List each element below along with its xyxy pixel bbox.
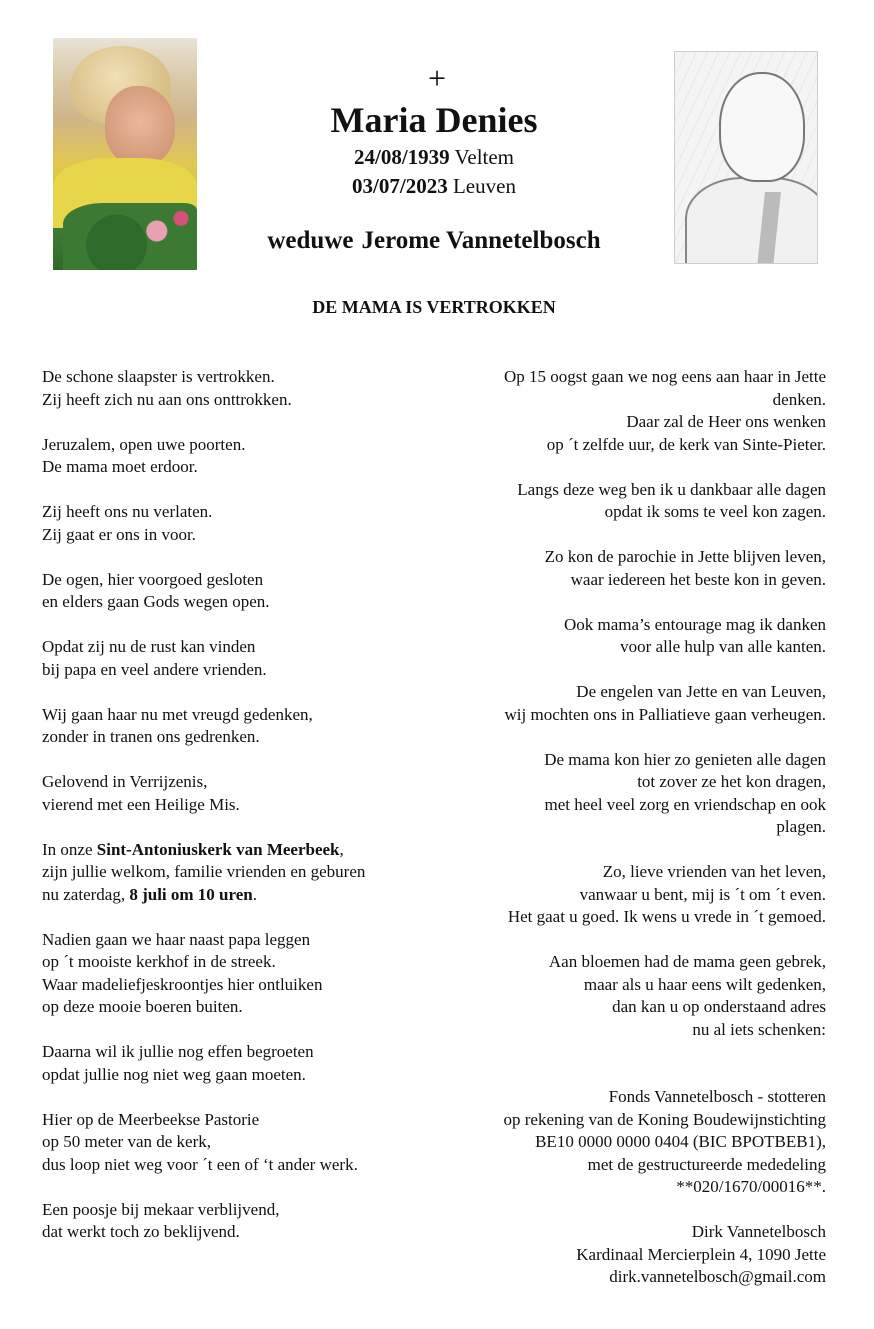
poem-line: vanwaar u bent, mij is ´t om ´t even.	[579, 884, 826, 904]
poem-line: De engelen van Jette en van Leuven,	[576, 682, 826, 701]
stanza	[42, 1109, 442, 1177]
deceased-name: Maria Denies	[330, 100, 538, 140]
church-name: Sint-Antoniuskerk van Meerbeek	[96, 839, 340, 859]
account-holder: op rekening van de Koning Boudewijnstichting	[503, 1109, 826, 1129]
poem-line: opdat jullie nog niet weg gaan moeten.	[42, 1064, 306, 1084]
stanza	[42, 434, 442, 479]
poem-left-column	[42, 366, 442, 1244]
poem-line: opdat ik soms te veel kon zagen.	[604, 502, 826, 521]
stanza-ceremony	[42, 839, 442, 907]
poem-line: Ook mama’s entourage mag ik danken	[563, 614, 826, 634]
contact-name: Dirk Vannetelbosch	[691, 1222, 826, 1241]
fund-name: Fonds Vannetelbosch - stotteren	[608, 1087, 826, 1106]
stanza	[440, 366, 826, 456]
structured-message: **020/1670/00016**.	[676, 1177, 826, 1196]
poem-line: en elders gaan Gods wegen open.	[42, 592, 270, 611]
poem-right-column	[440, 366, 826, 1289]
poem-line	[42, 839, 442, 862]
poem-line: Daar zal de Heer ons wenken	[626, 412, 826, 431]
stanza	[440, 681, 826, 726]
ceremony-time: 8 juli om 10 uren	[129, 884, 253, 904]
poem-line: Zo, lieve vrienden van het leven,	[602, 862, 826, 881]
stanza	[42, 1199, 442, 1244]
poem-line: Een poosje bij mekaar verblijvend,	[42, 1199, 280, 1219]
iban-number: BE10 0000 0000 0404 (BIC BPOTBEB1),	[535, 1132, 826, 1151]
stanza	[42, 929, 442, 1019]
stanza	[440, 951, 826, 1041]
poem-line: dus loop niet weg voor ´t een of ‘t ander werk.	[42, 1154, 358, 1174]
poem-line: bij papa en veel andere vrienden.	[42, 659, 267, 679]
poem-line: op deze mooie boeren buiten.	[42, 997, 243, 1016]
poem-line: zijn jullie welkom, familie vrienden en geburen	[42, 862, 366, 881]
poem-line: maar als u haar eens wilt gedenken,	[583, 974, 826, 994]
poem-line: Aan bloemen had de mama geen gebrek,	[548, 952, 826, 971]
poem-line: Wij gaan haar nu met vreugd gedenken,	[42, 704, 313, 724]
line-text: In onze	[42, 839, 97, 859]
death-date: 03/07/2023	[352, 174, 448, 198]
poem-line: wij mochten ons in Palliatieve gaan verheugen.	[504, 704, 826, 724]
line-text: nu zaterdag,	[42, 884, 130, 904]
structured-message-label: met de gestructureerde mededeling	[587, 1154, 826, 1174]
poem-line: Jeruzalem, open uwe poorten.	[42, 434, 246, 454]
stanza	[42, 771, 442, 816]
poem-line: De mama kon hier zo genieten alle dagen	[544, 749, 826, 769]
poem-line: nu al iets schenken:	[692, 1019, 826, 1039]
poem-line: Daarna wil ik jullie nog effen begroeten	[42, 1042, 314, 1061]
poem-line: Het gaat u goed. Ik wens u vrede in ´t gemoed.	[507, 907, 826, 926]
poem-line: op 50 meter van de kerk,	[42, 1132, 211, 1151]
line-text: .	[252, 884, 257, 904]
poem-line: denken.	[772, 389, 826, 409]
contact-block	[440, 1221, 826, 1289]
poem-line: Zij gaat er ons in voor.	[42, 524, 196, 544]
poem-line: op ´t mooiste kerkhof in de streek.	[42, 952, 276, 971]
stanza	[440, 749, 826, 839]
spouse-name: Jerome Vannetelbosch	[361, 227, 601, 254]
poem-line: Zij heeft ons nu verlaten.	[42, 502, 213, 521]
stanza	[42, 1041, 442, 1086]
poem-line: Gelovend in Verrijzenis,	[42, 772, 208, 791]
birth-place: Veltem	[454, 145, 515, 169]
death-line	[0, 173, 868, 199]
stanza	[440, 479, 826, 524]
poem-heading: DE MAMA IS VERTROKKEN	[312, 297, 556, 317]
poem-line: Op 15 oogst gaan we nog eens aan haar in Jette	[504, 367, 826, 386]
poem-line: dat werkt toch zo beklijvend.	[42, 1222, 240, 1241]
cross-symbol: +	[427, 60, 447, 96]
poem-line: Hier op de Meerbeekse Pastorie	[42, 1109, 260, 1129]
poem-line: De schone slaapster is vertrokken.	[42, 367, 275, 386]
poem-line: De mama moet erdoor.	[42, 457, 198, 476]
stanza	[440, 614, 826, 659]
poem-line: zonder in tranen ons gedrenken.	[42, 727, 260, 746]
stanza	[42, 366, 442, 411]
contact-address: Kardinaal Mercierplein 4, 1090 Jette	[576, 1244, 826, 1264]
poem-line: waar iedereen het beste kon in geven.	[570, 569, 826, 589]
poem-line: vierend met een Heilige Mis.	[42, 794, 240, 814]
poem-line: Nadien gaan we haar naast papa leggen	[42, 929, 311, 949]
poem-line: dan kan u op onderstaand adres	[612, 997, 826, 1016]
poem-line: Zij heeft zich nu aan ons onttrokken.	[42, 389, 292, 409]
stanza	[42, 501, 442, 546]
stanza	[440, 546, 826, 591]
stanza	[42, 636, 442, 681]
poem-line: tot zover ze het kon dragen,	[637, 772, 826, 791]
poem-line: voor alle hulp van alle kanten.	[620, 637, 826, 656]
line-text: ,	[339, 839, 344, 859]
stanza	[440, 861, 826, 929]
poem-line: Zo kon de parochie in Jette blijven leven,	[544, 547, 826, 566]
death-place: Leuven	[452, 174, 516, 198]
widow-line	[0, 226, 868, 256]
poem-line: Waar madeliefjeskroontjes hier ontluiken	[42, 974, 323, 994]
poem-line	[42, 884, 442, 907]
poem-line: op ´t zelfde uur, de kerk van Sinte-Pieter.	[546, 434, 826, 454]
poem-line: Langs deze weg ben ik u dankbaar alle dagen	[517, 479, 826, 499]
poem-line: plagen.	[776, 817, 826, 836]
stanza	[42, 569, 442, 614]
donation-details	[440, 1086, 826, 1199]
poem-line: Opdat zij nu de rust kan vinden	[42, 637, 256, 656]
stanza	[42, 704, 442, 749]
contact-email: dirk.vannetelbosch@gmail.com	[609, 1267, 826, 1286]
birth-date: 24/08/1939	[353, 145, 450, 169]
widow-prefix: weduwe	[267, 227, 354, 254]
birth-line	[0, 144, 868, 170]
poem-line: met heel veel zorg en vriendschap en ook	[544, 794, 826, 814]
poem-line: De ogen, hier voorgoed gesloten	[42, 569, 264, 589]
